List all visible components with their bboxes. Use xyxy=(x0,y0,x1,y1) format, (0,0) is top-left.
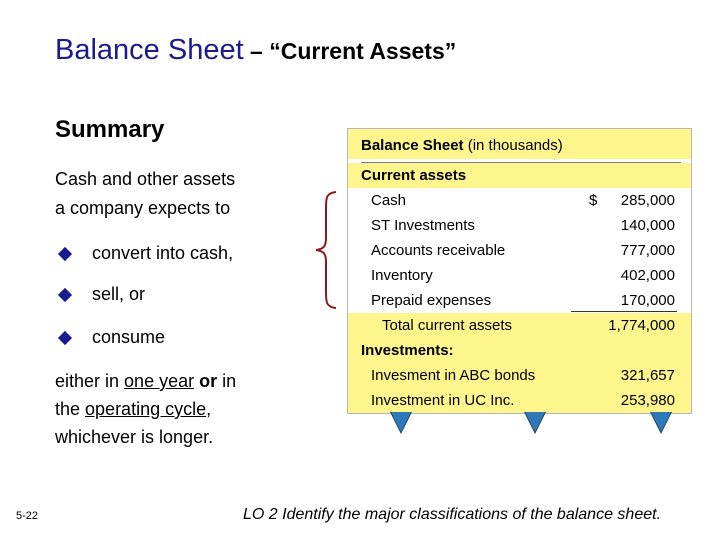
arrow-down-icon xyxy=(651,412,671,432)
table-row xyxy=(348,263,691,288)
balance-sheet-table xyxy=(347,128,692,414)
row-label: Inventory xyxy=(371,267,433,284)
table-row xyxy=(348,388,691,413)
outro-text-part: in xyxy=(217,371,237,391)
table-header-units: (in thousands) xyxy=(463,137,563,154)
table-header-title: Balance Sheet xyxy=(361,137,464,154)
outro-line-3: whichever is longer. xyxy=(55,427,214,447)
total-label: Total current assets xyxy=(382,317,513,334)
bullet-text: consume xyxy=(92,327,166,347)
row-label: Accounts receivable xyxy=(371,242,506,259)
outro-underlined-term: operating cycle xyxy=(85,399,207,419)
table-row xyxy=(348,188,691,213)
bullet-item xyxy=(60,243,233,264)
table-row xyxy=(348,238,691,263)
slide-number: 5-22 xyxy=(16,510,39,522)
row-value: 321,657 xyxy=(620,367,675,384)
row-value: 253,980 xyxy=(620,392,675,409)
intro-line-1: Cash and other assets xyxy=(55,169,236,189)
diamond-bullet-icon xyxy=(58,287,72,301)
row-value: 777,000 xyxy=(620,242,675,259)
bullet-text: convert into cash, xyxy=(92,243,234,263)
diamond-bullet-icon xyxy=(58,330,72,344)
currency-symbol: $ xyxy=(589,192,598,209)
total-row xyxy=(348,313,691,338)
outro-text xyxy=(55,367,236,451)
row-value: 170,000 xyxy=(620,292,675,309)
row-label: ST Investments xyxy=(371,217,475,234)
row-label: Investment in UC Inc. xyxy=(371,392,515,409)
outro-line-1 xyxy=(55,367,236,395)
intro-line-2: a company expects to xyxy=(55,198,231,218)
row-value: 402,000 xyxy=(620,267,675,284)
arrow-down-icon xyxy=(525,412,545,432)
curly-brace-icon xyxy=(308,190,340,310)
table-row xyxy=(348,213,691,238)
row-label: Prepaid expenses xyxy=(371,292,492,309)
table-row xyxy=(348,288,691,313)
diamond-bullet-icon xyxy=(58,246,72,260)
slide-title-sub: – “Current Assets” xyxy=(243,38,457,64)
table-header xyxy=(348,129,691,159)
slide-title-main: Balance Sheet xyxy=(55,34,244,66)
section-current-assets xyxy=(348,163,691,188)
row-value: 140,000 xyxy=(620,217,675,234)
learning-objective-footer: LO 2 Identify the major classifications of the balance sheet. xyxy=(243,506,662,523)
table-row xyxy=(348,363,691,388)
table-header-label xyxy=(361,129,563,163)
bullet-item xyxy=(60,284,145,305)
intro-text xyxy=(55,165,235,223)
bullet-item xyxy=(60,327,165,348)
outro-text-part: , xyxy=(206,399,212,419)
outro-line-2 xyxy=(55,395,236,423)
outro-text-part: the xyxy=(55,399,86,419)
row-value: 285,000 xyxy=(620,192,675,209)
bullet-text: sell, or xyxy=(92,284,146,304)
outro-bold-word: or xyxy=(199,371,218,391)
row-label: Invesment in ABC bonds xyxy=(371,367,536,384)
outro-text-part: either in xyxy=(55,371,125,391)
row-label: Cash xyxy=(371,192,407,209)
section-investments xyxy=(348,338,691,363)
outro-underlined-term: one year xyxy=(124,371,195,391)
arrow-down-icon xyxy=(391,412,411,432)
slide-title xyxy=(55,34,456,67)
total-value: 1,774,000 xyxy=(608,317,675,334)
section-label: Current assets xyxy=(361,167,467,184)
section-heading: Summary xyxy=(55,116,165,143)
section-label: Investments: xyxy=(361,342,454,359)
underline xyxy=(571,311,677,312)
